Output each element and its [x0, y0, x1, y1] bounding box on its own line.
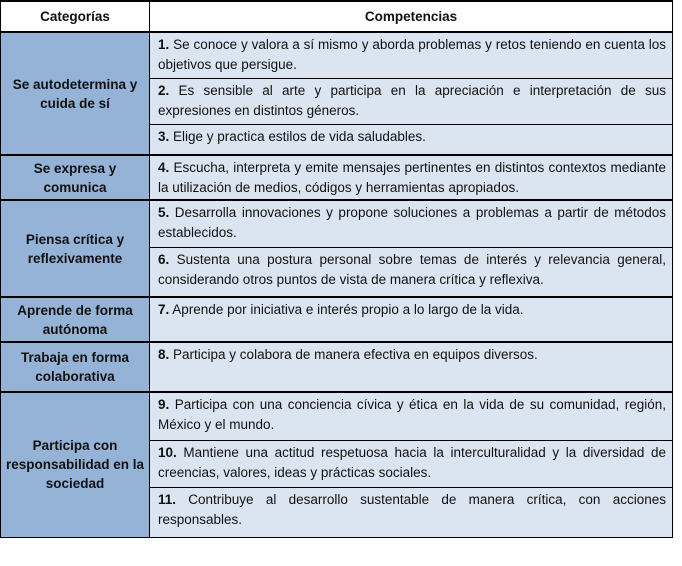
competencia-cell	[150, 342, 673, 392]
category-cell: Se autodetermina y cuida de sí	[1, 32, 150, 155]
competencia-cell	[150, 440, 673, 487]
competencia-cell	[150, 392, 673, 440]
category-cell: Se expresa y comunica	[1, 155, 150, 200]
competencia-text: Contribuye al desarrollo sustentable de manera crítica, con acciones responsables.	[158, 491, 666, 527]
competencia-text: Aprende por iniciativa e interés propio a lo largo de la vida.	[172, 302, 524, 317]
competencia-text: Se conoce y valora a sí mismo y aborda problemas y retos teniendo en cuenta los objetivos que persigue.	[158, 37, 666, 72]
table-row	[1, 155, 673, 200]
category-cell: Piensa crítica y reflexivamente	[1, 200, 150, 297]
competencia-text: Mantiene una actitud respetuosa hacia la interculturalidad y la diversidad de creencias, valores, ideas y prácticas sociales.	[158, 444, 666, 480]
competencia-cell	[150, 32, 673, 78]
competencia-text: Es sensible al arte y participa en la apreciación e interpretación de sus expresiones en distintos géneros.	[158, 82, 666, 118]
competencia-text: Participa y colabora de manera efectiva en equipos diversos.	[173, 347, 538, 362]
competencia-number: 3.	[158, 128, 170, 144]
competencia-text: Participa con una conciencia cívica y ética en la vida de su comunidad, región, México y el mundo.	[158, 397, 666, 432]
competencia-cell	[150, 200, 673, 247]
category-cell: Participa con responsabilidad en la sociedad	[1, 392, 150, 537]
competencia-text: Escucha, interpreta y emite mensajes pertinentes en distintos contextos mediante la utilización de medios, códigos y herramientas apropiados.	[158, 160, 666, 195]
competencia-number: 10.	[158, 444, 177, 460]
category-cell: Aprende de forma autónoma	[1, 297, 150, 342]
competencia-cell	[150, 487, 673, 537]
competencia-cell	[150, 124, 673, 155]
header-competencias: Competencias	[150, 1, 673, 32]
table-row	[1, 32, 673, 78]
competencia-text: Desarrolla innovaciones y propone soluciones a problemas a partir de métodos establecidos.	[158, 205, 666, 240]
competencia-text: Elige y practica estilos de vida saludables.	[173, 128, 426, 144]
header-row	[1, 1, 673, 32]
competencia-number: 4.	[158, 160, 170, 175]
header-categorias: Categorías	[1, 1, 150, 32]
table-row	[1, 392, 673, 440]
competencia-number: 9.	[158, 397, 170, 412]
competencia-number: 6.	[158, 251, 170, 267]
competencia-cell	[150, 155, 673, 200]
competencia-number: 5.	[158, 205, 170, 220]
competencia-text: Sustenta una postura personal sobre temas de interés y relevancia general, considerando otros puntos de vista de manera crítica y reflexiva.	[158, 251, 666, 287]
table-row	[1, 200, 673, 247]
competencia-number: 2.	[158, 82, 170, 98]
competencia-number: 11.	[158, 491, 177, 507]
competencia-cell	[150, 78, 673, 124]
table-row	[1, 342, 673, 392]
competencia-number: 1.	[158, 37, 170, 52]
competencia-cell	[150, 297, 673, 342]
competencia-number: 7.	[158, 302, 170, 317]
category-cell: Trabaja en forma colaborativa	[1, 342, 150, 392]
competencia-cell	[150, 247, 673, 297]
table-row	[1, 297, 673, 342]
competencia-number: 8.	[158, 347, 170, 362]
